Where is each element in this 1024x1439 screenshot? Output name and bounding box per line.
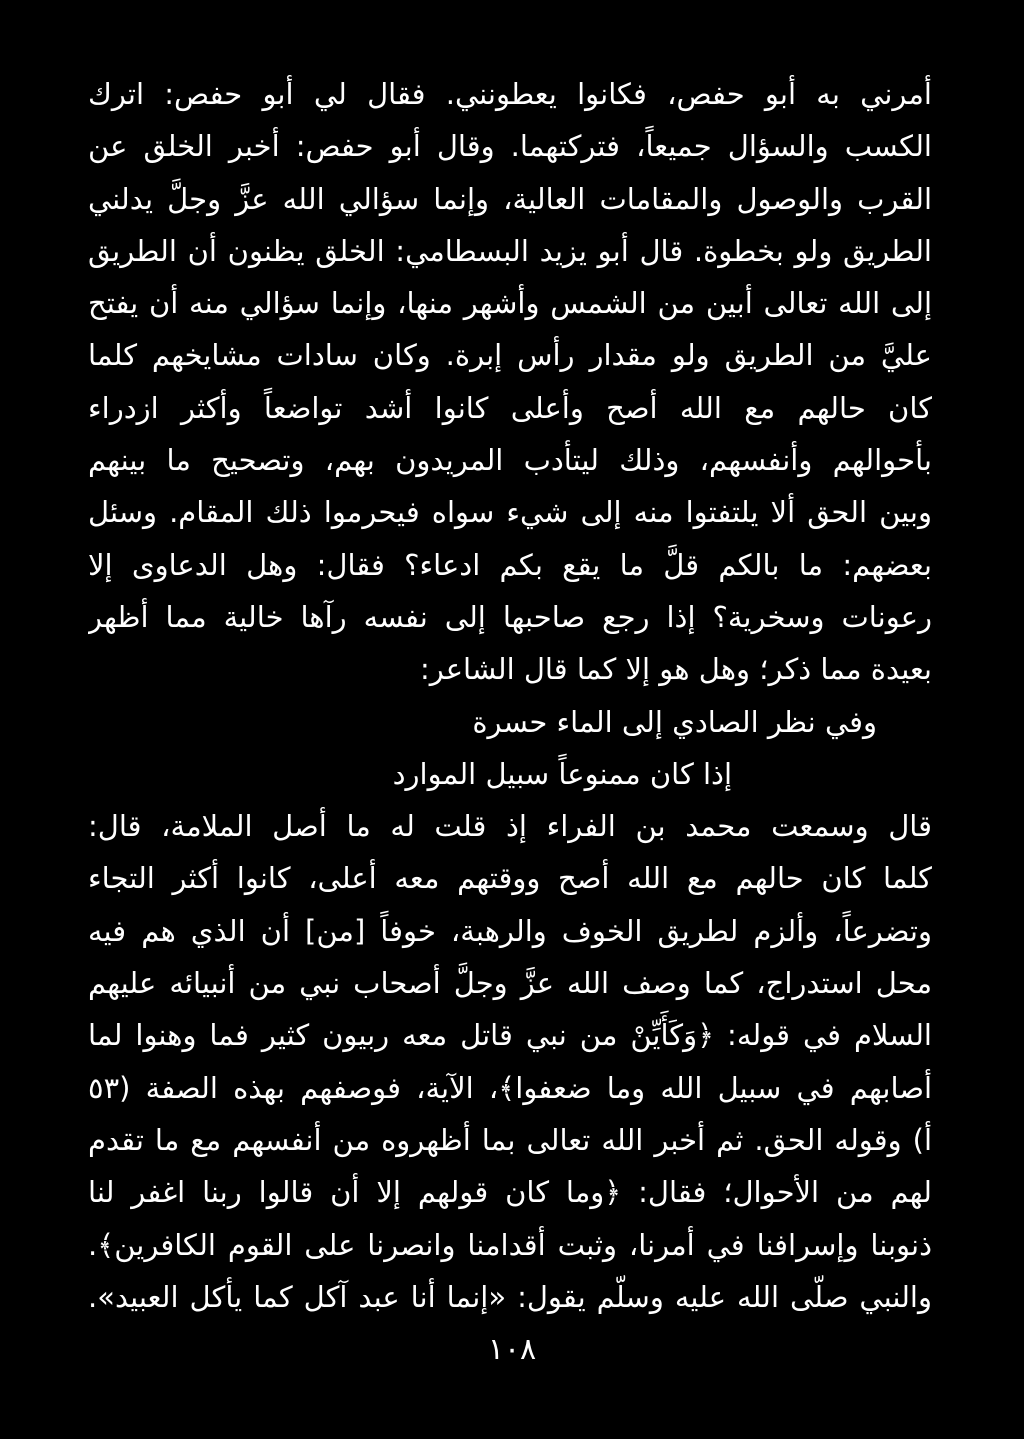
text-line: وبين الحق ألا يلتفتوا منه إلى شيء سواه فيحرموا ذلك المقام. وسئل [88, 495, 932, 530]
text-line: السلام في قوله: ﴿وَكَأَيِّنْ من نبي قاتل معه ربيون كثير فما وهنوا لما [88, 1018, 932, 1053]
text-line: والنبي صلّى الله عليه وسلّم يقول: «إنما أنا عبد آكل كما يأكل العبيد». [88, 1279, 932, 1314]
text-line: قال وسمعت محمد بن الفراء إذ قلت له ما أصل الملامة، قال: [88, 809, 932, 844]
text-line: عليَّ من الطريق ولو مقدار رأس إبرة. وكان سادات مشايخهم كلما [88, 338, 932, 373]
text-line: وتضرعاً، وألزم لطريق الخوف والرهبة، خوفاً [من] أن الذي هم فيه [88, 913, 932, 948]
text-line: لهم من الأحوال؛ فقال: ﴿وما كان قولهم إلا أن قالوا ربنا اغفر لنا [88, 1175, 932, 1210]
text-line: ذنوبنا وإسرافنا في أمرنا، وثبت أقدامنا وانصرنا على القوم الكافرين﴾. [88, 1227, 932, 1262]
text-line: بعضهم: ما بالكم قلَّ ما يقع بكم ادعاء؟ فقال: وهل الدعاوى إلا [88, 547, 932, 582]
text-line: بعيدة مما ذكر؛ وهل هو إلا كما قال الشاعر: [419, 652, 932, 687]
text-line: أصابهم في سبيل الله وما ضعفوا﴾، الآية، فوصفهم بهذه الصفة (٥٣ [88, 1070, 932, 1105]
text-line: بأحوالهم وأنفسهم، وذلك ليتأدب المريدون بهم، وتصحيح ما بينهم [88, 443, 932, 478]
text-line: كان حالهم مع الله أصح وأعلى كانوا أشد تواضعاً وأكثر ازدراء [88, 390, 932, 425]
text-line: الطريق ولو بخطوة. قال أبو يزيد البسطامي: الخلق يظنون أن الطريق [88, 233, 932, 268]
poem-verse-line-2: إذا كان ممنوعاً سبيل الموارد [392, 756, 732, 791]
text-line: الكسب والسؤال جميعاً، فتركتهما. وقال أبو حفص: أخبر الخلق عن [88, 129, 932, 164]
text-line: أ) وقوله الحق. ثم أخبر الله تعالى بما أظهروه من أنفسهم مع ما تقدم [88, 1122, 932, 1157]
document-page [88, 68, 932, 1323]
text-line: القرب والوصول والمقامات العالية، وإنما سؤالي الله عزَّ وجلَّ يدلني [88, 181, 932, 216]
text-line: رعونات وسخرية؟ إذا رجع صاحبها إلى نفسه رآها خالية مما أظهر [88, 599, 932, 634]
text-line: كلما كان حالهم مع الله أصح ووقتهم معه أعلى، كانوا أكثر التجاء [88, 861, 932, 896]
text-line: أمرني به أبو حفص، فكانوا يعطونني. فقال لي أبو حفص: اترك [88, 77, 932, 111]
page-number: ١٠٨ [487, 1332, 537, 1367]
text-line: محل استدراج، كما وصف الله عزَّ وجلَّ أصحاب نبي من أنبيائه عليهم [88, 966, 932, 1001]
text-line: إلى الله تعالى أبين من الشمس وأشهر منها، وإنما سؤالي منه أن يفتح [88, 286, 932, 321]
poem-verse-line-1: وفي نظر الصادي إلى الماء حسرة [472, 704, 877, 739]
